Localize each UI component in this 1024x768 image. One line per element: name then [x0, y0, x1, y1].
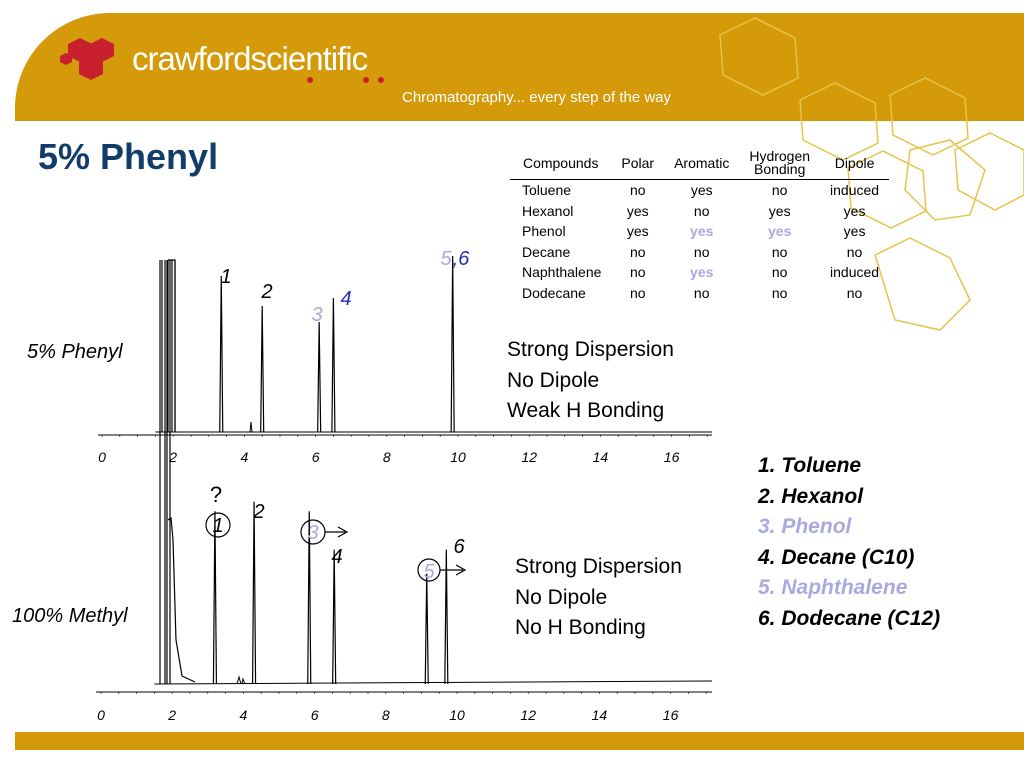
peak-label: 1 [220, 266, 232, 288]
x-tick-label: 16 [662, 707, 679, 723]
description-line: Strong Dispersion [515, 555, 682, 578]
footer-bar [15, 732, 1024, 750]
table-cell: no [629, 264, 646, 281]
table-cell: yes [843, 223, 866, 240]
peak-2 [253, 502, 256, 684]
description-line: No Dipole [507, 368, 600, 392]
table-cell: induced [830, 264, 880, 281]
table-cell: no [693, 202, 710, 219]
table-header-cell: Polar [611, 147, 664, 180]
peak-label: 3 [311, 304, 323, 326]
table-cell: Phenol [522, 223, 566, 240]
table-cell: yes [690, 182, 713, 199]
peak-label: 5 [440, 248, 452, 270]
table-cell: Naphthalene [522, 264, 602, 281]
table-cell: no [693, 284, 710, 301]
x-tick-label: 14 [592, 449, 609, 465]
x-tick-label: 10 [449, 707, 465, 723]
peak-label: 4 [340, 288, 352, 310]
peak-5 [425, 574, 428, 684]
table-cell: yes [768, 223, 792, 240]
x-tick-label: 4 [240, 449, 249, 465]
x-tick-label: 16 [663, 449, 680, 465]
question-mark: ? [209, 482, 223, 507]
table-header-cell: Hydrogen Bonding [739, 147, 820, 180]
peak-label: ,6 [452, 248, 470, 270]
table-cell: yes [690, 264, 714, 281]
x-tick-label: 12 [520, 707, 536, 723]
table-cell: Decane [522, 243, 571, 260]
peak-label: 1 [212, 515, 224, 537]
table-cell: no [629, 243, 646, 260]
x-tick-label: 0 [98, 449, 106, 465]
peak-5-6 [451, 256, 454, 432]
peak-4 [333, 550, 336, 684]
chart-1-description [507, 335, 674, 427]
peak-label: 6 [453, 536, 465, 558]
peak-label: 4 [331, 546, 343, 568]
solvent-tail [168, 518, 195, 682]
peak-label: 5 [423, 561, 435, 583]
table-cell: no [771, 182, 788, 199]
x-tick-label: 14 [591, 707, 608, 723]
legend-item: 2. Hexanol [758, 484, 864, 508]
tagline: Chromatography... every step of the way [402, 89, 672, 106]
legend-item: 4. Decane (C10) [758, 545, 915, 569]
table-header-cell: Aromatic [664, 147, 739, 180]
legend-item: 3. Phenol [758, 515, 852, 538]
table-cell: induced [830, 182, 880, 199]
description-line: No H Bonding [515, 616, 646, 639]
x-tick-label: 6 [311, 449, 320, 465]
table-cell: yes [626, 202, 649, 219]
table-cell: Toluene [522, 182, 572, 199]
peak-2 [261, 306, 264, 432]
table-cell: no [629, 284, 646, 301]
table-cell: yes [626, 223, 649, 240]
table-cell: yes [768, 202, 791, 219]
table-cell: no [693, 243, 710, 260]
table-cell: no [846, 243, 863, 260]
legend-item: 1. Toluene [758, 454, 862, 477]
x-tick-label: 0 [97, 707, 105, 723]
arrow-right-icon [440, 565, 465, 575]
arrow-right-icon [325, 527, 347, 537]
peak-3 [318, 322, 321, 432]
table-cell: yes [843, 202, 866, 219]
x-tick-label: 12 [521, 449, 537, 465]
minor-peak [250, 422, 252, 432]
x-tick-label: 2 [169, 449, 178, 465]
table-cell: no [771, 264, 788, 281]
description-line: Weak H Bonding [507, 399, 665, 422]
table-cell: no [771, 243, 788, 260]
x-tick-label: 10 [450, 449, 466, 465]
x-tick-label: 6 [310, 707, 319, 723]
minor-peak [237, 677, 245, 684]
chart-2-label: 100% Methyl [12, 605, 128, 627]
peak-4 [332, 298, 335, 432]
chart-2-description [515, 552, 682, 644]
solvent-peak [160, 260, 167, 684]
chart-1-label: 5% Phenyl [27, 341, 123, 363]
peak-label: 2 [261, 281, 273, 303]
page-title: 5% Phenyl [38, 136, 219, 177]
x-tick-label: 2 [168, 707, 177, 723]
peak-1 [220, 276, 223, 432]
peak-label: 3 [307, 522, 319, 544]
legend-item: 6. Dodecane (C12) [758, 606, 941, 630]
peak-label: 2 [253, 501, 265, 523]
table-cell: Dodecane [522, 284, 586, 301]
table-header-cell: Dipole [820, 147, 889, 180]
table-header-cell: Compounds [510, 147, 611, 180]
table-cell: no [846, 284, 863, 301]
table-cell: Hexanol [522, 202, 574, 219]
x-tick-label: 8 [382, 449, 391, 465]
x-tick-label: 4 [239, 707, 248, 723]
brand-name: crawfordscientific [132, 40, 368, 77]
x-tick-label: 8 [381, 707, 390, 723]
description-line: Strong Dispersion [507, 338, 674, 361]
table-cell: no [771, 284, 788, 301]
description-line: No Dipole [515, 585, 608, 609]
table-cell: no [629, 182, 646, 199]
legend-item: 5. Naphthalene [758, 576, 908, 599]
table-cell: yes [690, 223, 714, 240]
compound-legend [758, 451, 940, 634]
